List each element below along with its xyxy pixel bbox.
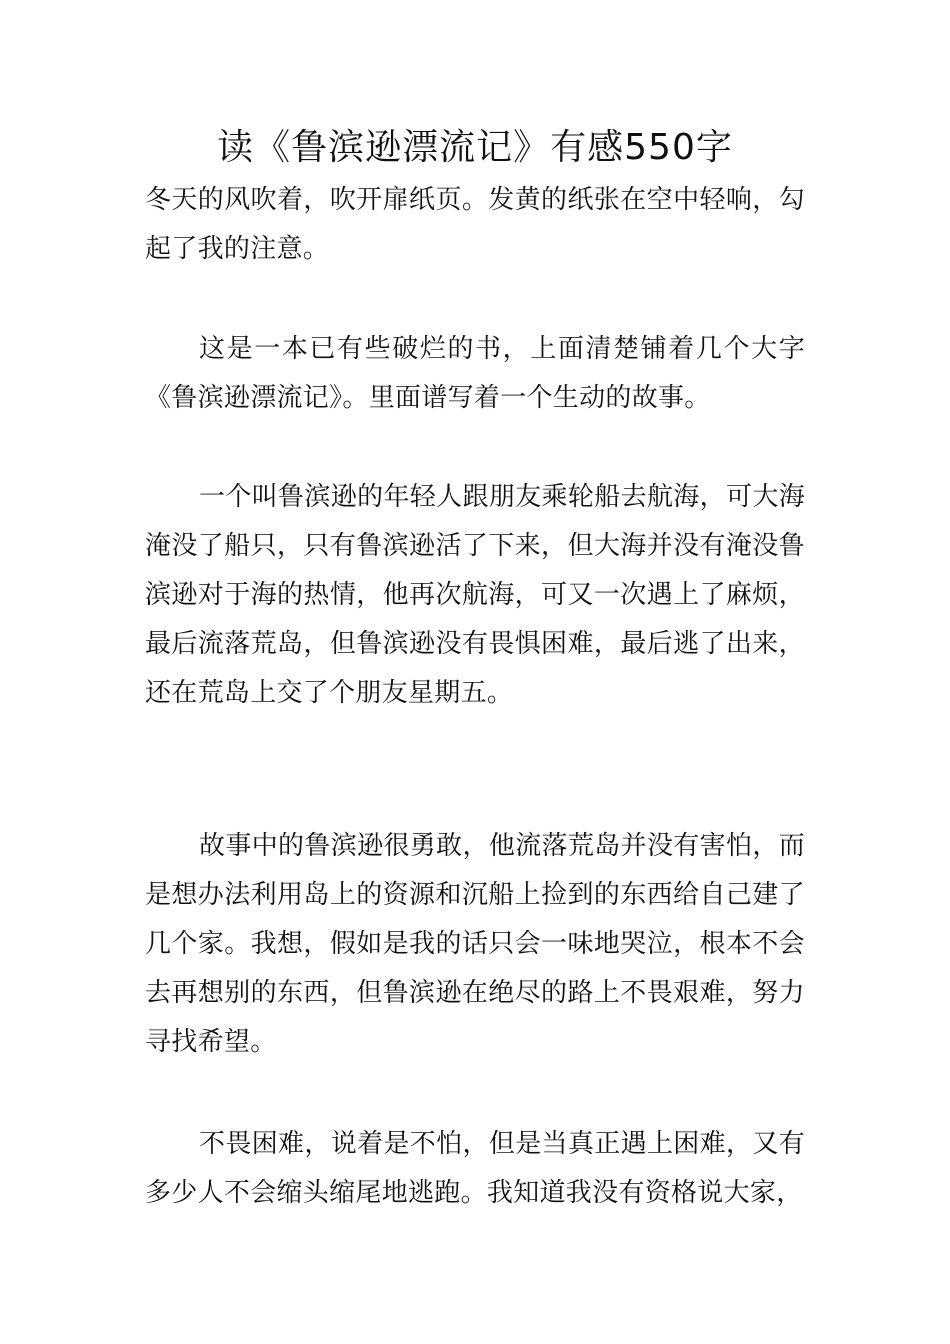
paragraph-3: 一个叫鲁滨逊的年轻人跟朋友乘轮船去航海，可大海淹没了船只，只有鲁滨逊活了下来，但大海并没有淹没鲁滨逊对于海的热情，他再次航海，可又一次遇上了麻烦，最后流落荒岛，但鲁滨逊没有畏惧困难，最后逃了出来，还在荒岛上交了个朋友星期五。 xyxy=(145,482,805,708)
paragraph-1: 冬天的风吹着，吹开扉纸页。发黄的纸张在空中轻响，勾起了我的注意。 xyxy=(145,185,805,264)
paragraph-5: 不畏困难，说着是不怕，但是当真正遇上困难，又有多少人不会缩头缩尾地逃跑。我知道我没有资格说大家， xyxy=(145,1129,805,1208)
document-title: 读《鲁滨逊漂流记》有感550字 xyxy=(217,127,733,168)
paragraph-4: 故事中的鲁滨逊很勇敢，他流落荒岛并没有害怕，而是想办法利用岛上的资源和沉船上捡到的东西给自己建了几个家。我想，假如是我的话只会一味地哭泣，根本不会去再想别的东西，但鲁滨逊在绝尽的路上不畏艰难，努力寻找希望。 xyxy=(145,831,805,1057)
paragraph-2: 这是一本已有些破烂的书，上面清楚铺着几个大字《鲁滨逊漂流记》。里面谱写着一个生动的故事。 xyxy=(145,334,805,413)
